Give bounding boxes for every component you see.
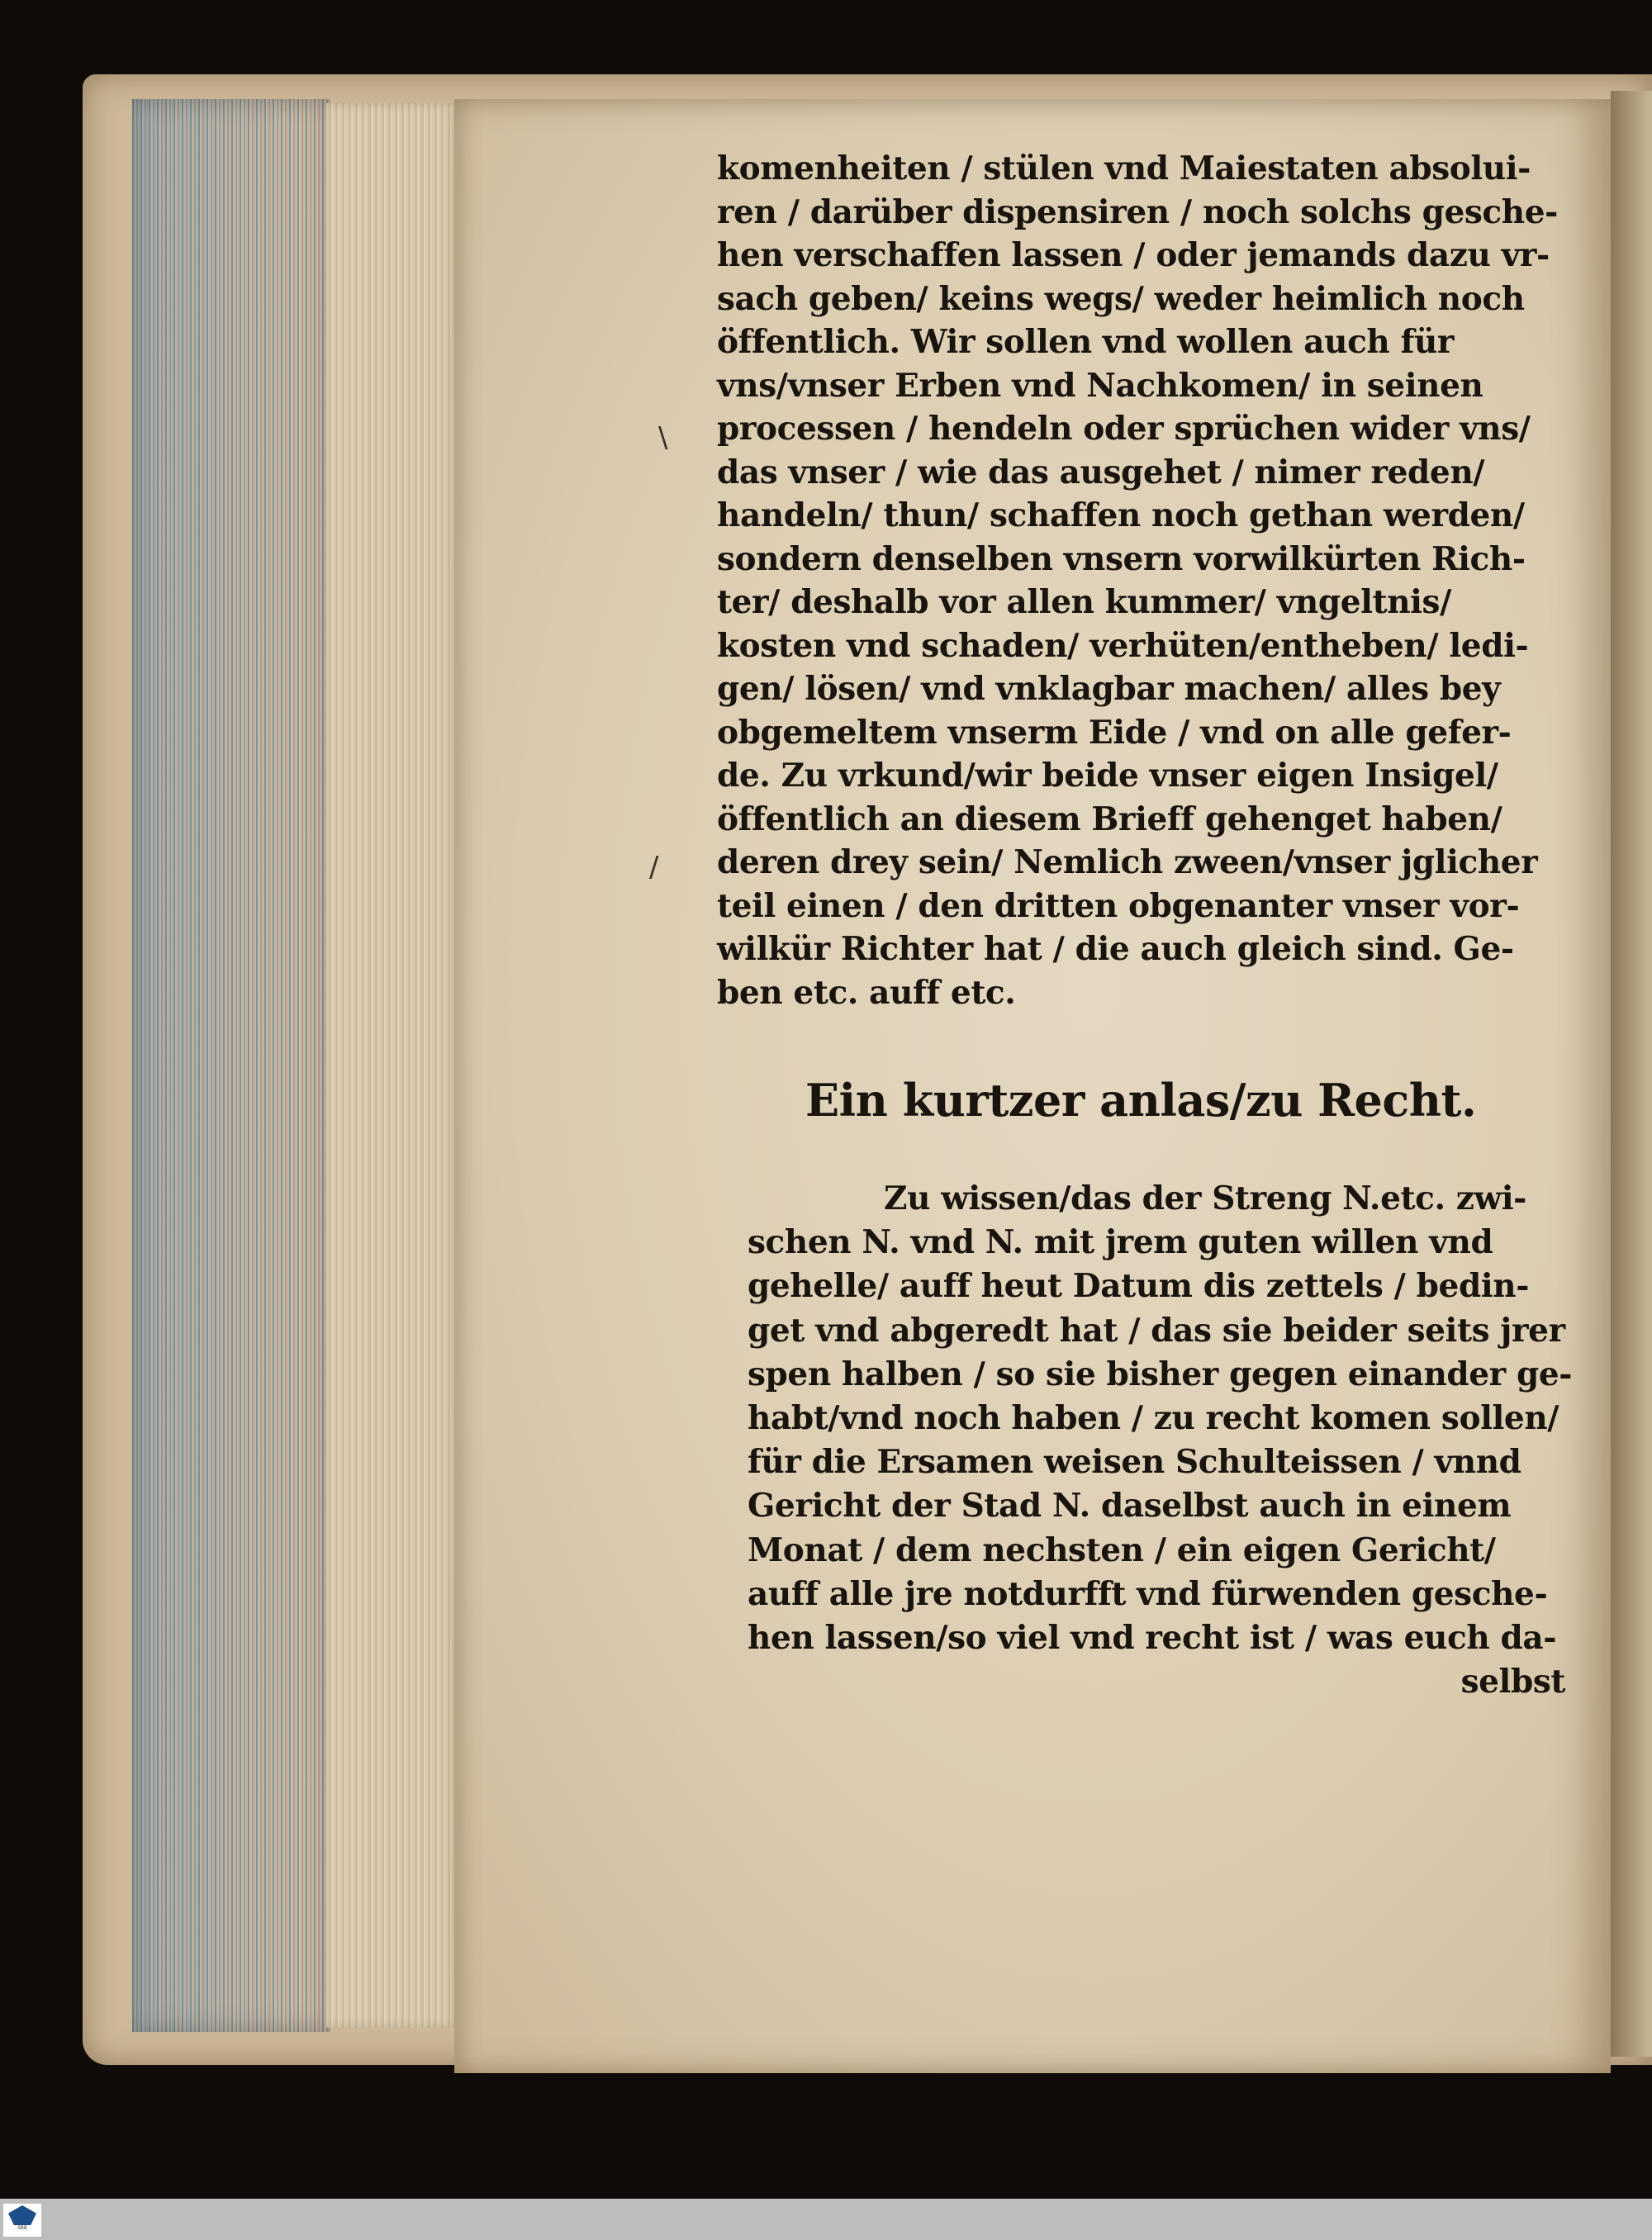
text-line: wilkür Richter hat / die auch gleich sind. Ge- [717, 930, 1514, 968]
margin-mark: \ [658, 421, 668, 454]
text-line: auff alle jre notdurfft vnd fürwenden gesche- [748, 1574, 1548, 1613]
text-line: vns/vnser Erben vnd Nachkomen/ in seinen [717, 366, 1483, 405]
text-line: hen verschaffen lassen / oder jemands dazu vr- [717, 236, 1550, 274]
text-line: de. Zu vrkund/wir beide vnser eigen Insigel/ [717, 757, 1498, 795]
margin-mark: / [649, 851, 659, 884]
text-line: Zu wissen/das der Streng N.etc. zwi- [884, 1179, 1526, 1217]
text-line: sondern denselben vnsern vorwilkürten Rich- [717, 539, 1526, 578]
page-edges [132, 99, 330, 2032]
text-line: get vnd abgeredt hat / das sie beider seits jrer [748, 1311, 1565, 1350]
text-line: processen / hendeln oder sprüchen wider vns/ [717, 410, 1531, 448]
text-line: deren drey sein/ Nemlich zween/vnser jglicher [717, 843, 1538, 881]
text-line: ter/ deshalb vor allen kummer/ vngeltnis/ [717, 583, 1451, 621]
text-line: hen lassen/so viel vnd recht ist / was euch da- [748, 1619, 1556, 1658]
text-line: schen N. vnd N. mit jrem guten willen vnd [748, 1223, 1493, 1262]
text-line: öffentlich. Wir sollen vnd wollen auch für [717, 323, 1455, 361]
viewer-footer-bar [0, 2199, 1652, 2240]
section-heading: Ein kurtzer anlas/zu Recht. [805, 1074, 1477, 1127]
text-line: sach geben/ keins wegs/ weder heimlich noch [717, 279, 1525, 318]
text-line: gen/ lösen/ vnd vnklagbar machen/ alles bey [717, 670, 1501, 708]
library-logo-icon [3, 2204, 41, 2237]
text-line: für die Ersamen weisen Schulteissen / vnnd [748, 1443, 1521, 1482]
text-line: handeln/ thun/ schaffen noch gethan werden/ [717, 496, 1525, 534]
library-logo-text: SBB [17, 2225, 28, 2231]
text-line: habt/vnd noch haben / zu recht komen sollen/ [748, 1399, 1559, 1438]
text-line: komenheiten / stülen vnd Maiestaten absolui- [717, 149, 1531, 187]
library-logo-shape [8, 2205, 36, 2225]
text-line: ben etc. auff etc. [717, 973, 1016, 1012]
text-line: Gericht der Stad N. daselbst auch in einem [748, 1487, 1512, 1526]
text-line: das vnser / wie das ausgehet / nimer reden/ [717, 453, 1485, 491]
body-text-bottom [748, 1177, 1572, 1704]
text-line: kosten vnd schaden/ verhüten/entheben/ ledi- [717, 626, 1529, 665]
facing-page-edge [1611, 91, 1652, 2057]
body-text-top [717, 147, 1569, 1014]
page-leaves [326, 103, 458, 2028]
text-line: teil einen / den dritten obgenanter vnser vor- [717, 886, 1520, 925]
text-line: öffentlich an diesem Brieff gehenget haben/ [717, 800, 1502, 838]
catchword: selbst [1460, 1663, 1565, 1701]
text-line: Monat / dem nechsten / ein eigen Gericht/ [748, 1531, 1496, 1569]
text-line: obgemeltem vnserm Eide / vnd on alle gefer- [717, 713, 1512, 752]
text-line: spen halben / so sie bisher gegen einander ge- [748, 1355, 1573, 1393]
text-line: gehelle/ auff heut Datum dis zettels / bedin- [748, 1267, 1529, 1306]
text-line: ren / darüber dispensiren / noch solchs gesche- [717, 192, 1558, 231]
